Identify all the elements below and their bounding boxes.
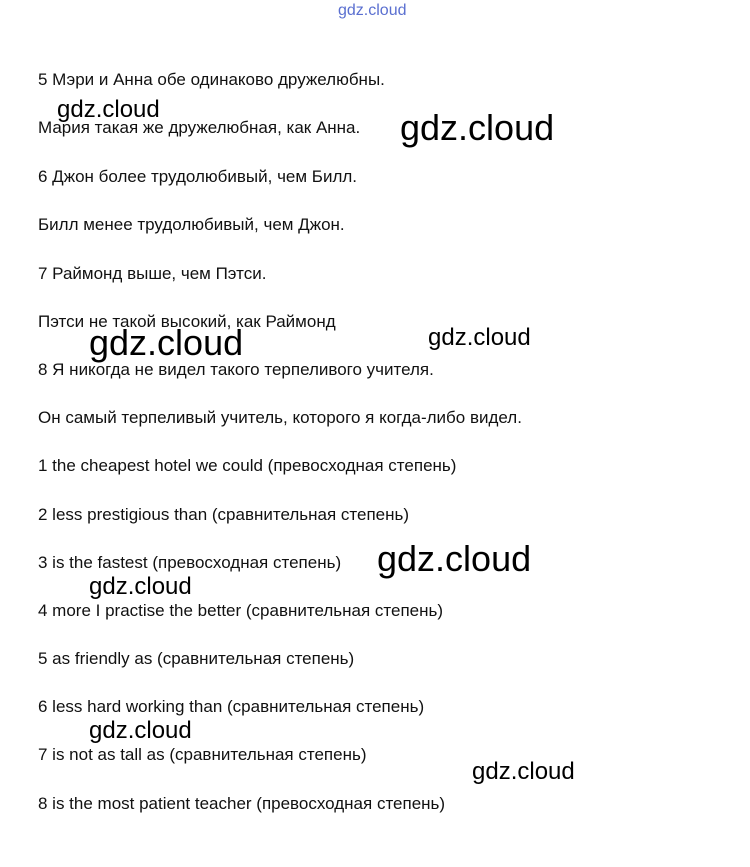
text-line: Он самый терпеливый учитель, которого я когда-либо видел.: [38, 408, 522, 427]
text-line: 1 the cheapest hotel we could (превосходная степень): [38, 456, 457, 475]
site-header-mark: gdz.cloud: [338, 2, 407, 19]
text-line: Пэтси не такой высокий, как Раймонд: [38, 312, 336, 331]
text-line: 8 Я никогда не видел такого терпеливого учителя.: [38, 360, 434, 379]
text-line: Мария такая же дружелюбная, как Анна.: [38, 118, 361, 137]
watermark: gdz.cloud: [400, 107, 555, 148]
text-line: Билл менее трудолюбивый, чем Джон.: [38, 215, 345, 234]
text-line: 8 is the most patient teacher (превосходная степень): [38, 794, 446, 813]
text-line: 7 is not as tall as (сравнительная степень): [38, 745, 367, 764]
watermark: gdz.cloud: [89, 322, 244, 363]
watermark: gdz.cloud: [89, 573, 192, 600]
text-line: 7 Раймонд выше, чем Пэтси.: [38, 264, 267, 283]
text-line: 5 Мэри и Анна обе одинаково дружелюбны.: [38, 70, 385, 89]
text-line: 6 Джон более трудолюбивый, чем Билл.: [38, 167, 358, 186]
watermark: gdz.cloud: [377, 538, 532, 579]
text-line: 2 less prestigious than (сравнительная степень): [38, 505, 410, 524]
watermark: gdz.cloud: [57, 96, 160, 123]
watermark: gdz.cloud: [89, 717, 192, 744]
watermark: gdz.cloud: [472, 758, 575, 785]
text-line: 3 is the fastest (превосходная степень): [38, 553, 342, 572]
text-line: 4 more I practise the better (сравнительная степень): [38, 601, 444, 620]
watermark: gdz.cloud: [428, 324, 531, 351]
text-line: 5 as friendly as (сравнительная степень): [38, 649, 355, 668]
text-line: 6 less hard working than (сравнительная степень): [38, 697, 425, 716]
